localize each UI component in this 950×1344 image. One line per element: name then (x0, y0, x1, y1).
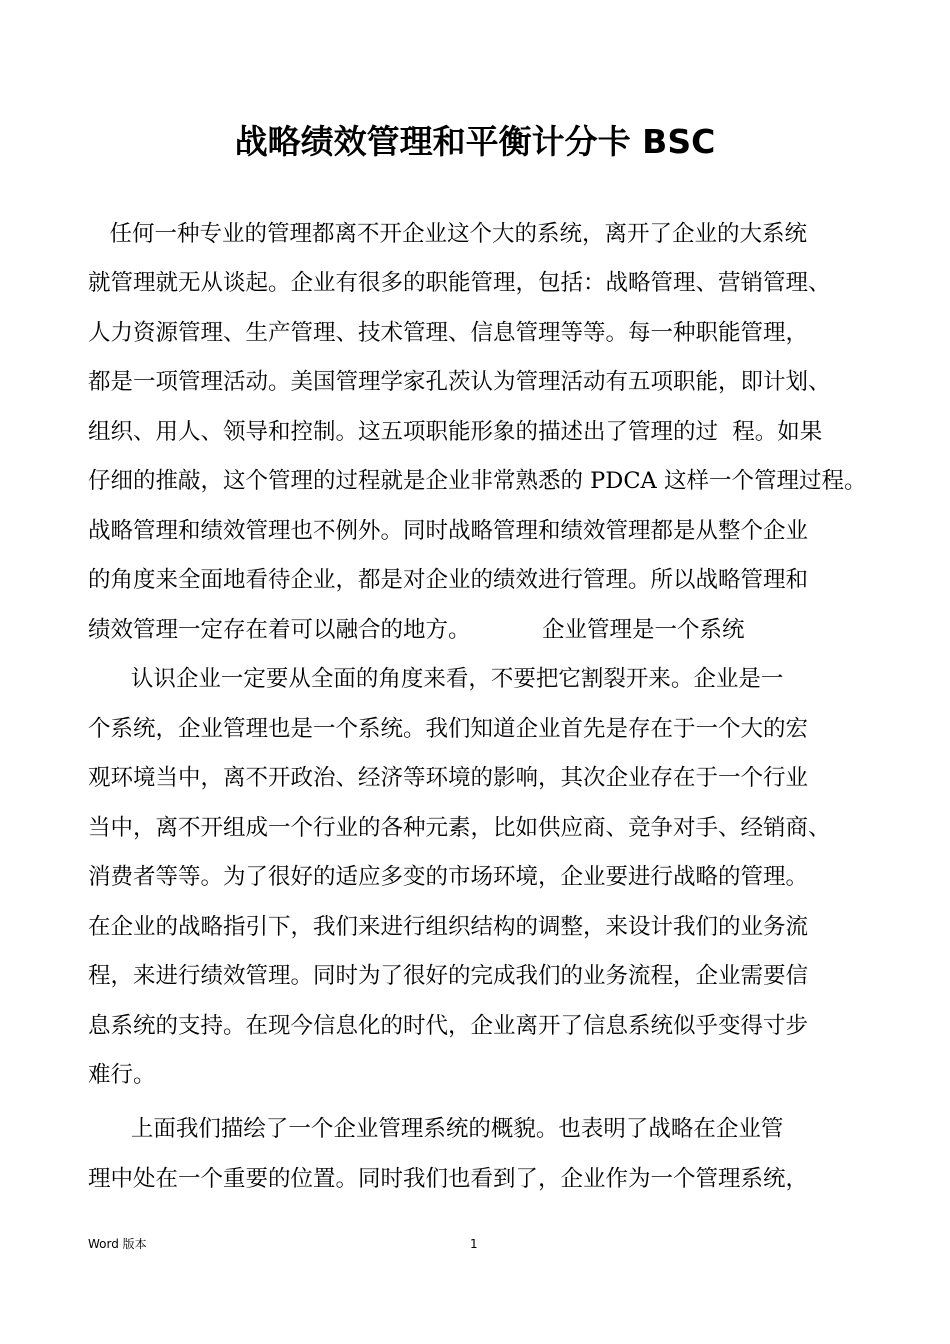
document-title: 战略绩效管理和平衡计分卡 BSC (234, 122, 716, 161)
body-line: 观环境当中，离不开政治、经济等环境的影响，其次企业存在于一个行业 (88, 765, 809, 791)
body-line: 都是一项管理活动。美国管理学家孔茨认为管理活动有五项职能，即计划、 (88, 369, 831, 395)
footer-version-label: Word 版本 (88, 1237, 147, 1251)
body-line: 消费者等等。为了很好的适应多变的市场环境，企业要进行战略的管理。 (88, 864, 809, 890)
body-line: 理中处在一个重要的位置。同时我们也看到了，企业作为一个管理系统， (88, 1166, 809, 1192)
body-line: 息系统的支持。在现今信息化的时代，企业离开了信息系统似乎变得寸步 (88, 1013, 809, 1039)
body-line: 当中，离不开组成一个行业的各种元素，比如供应商、竞争对手、经销商、 (88, 815, 831, 841)
body-line: 绩效管理一定存在着可以融合的地方。 企业管理是一个系统 (88, 617, 745, 643)
body-line: 个系统，企业管理也是一个系统。我们知道企业首先是存在于一个大的宏 (88, 716, 809, 742)
body-line: 上面我们描绘了一个企业管理系统的概貌。也表明了战略在企业管 (88, 1116, 784, 1142)
body-line: 难行。 (88, 1062, 156, 1088)
body-line: 的角度来全面地看待企业，都是对企业的绩效进行管理。所以战略管理和 (88, 567, 809, 593)
body-line: 仔细的推敲，这个管理的过程就是企业非常熟悉的 PDCA 这样一个管理过程。 (88, 468, 867, 494)
body-line: 任何一种专业的管理都离不开企业这个大的系统，离开了企业的大系统 (88, 221, 807, 247)
body-line: 在企业的战略指引下，我们来进行组织结构的调整，来设计我们的业务流 (88, 914, 809, 940)
body-line: 战略管理和绩效管理也不例外。同时战略管理和绩效管理都是从整个企业 (88, 518, 809, 544)
body-line: 认识企业一定要从全面的角度来看，不要把它割裂开来。企业是一 (88, 666, 784, 692)
body-line: 人力资源管理、生产管理、技术管理、信息管理等等。每一种职能管理， (88, 320, 809, 346)
footer-page-number: 1 (470, 1237, 478, 1251)
body-line: 就管理就无从谈起。企业有很多的职能管理，包括：战略管理、营销管理、 (88, 270, 831, 296)
body-line: 组织、用人、领导和控制。这五项职能形象的描述出了管理的过 程。如果 (88, 419, 823, 445)
body-line: 程，来进行绩效管理。同时为了很好的完成我们的业务流程，企业需要信 (88, 963, 809, 989)
